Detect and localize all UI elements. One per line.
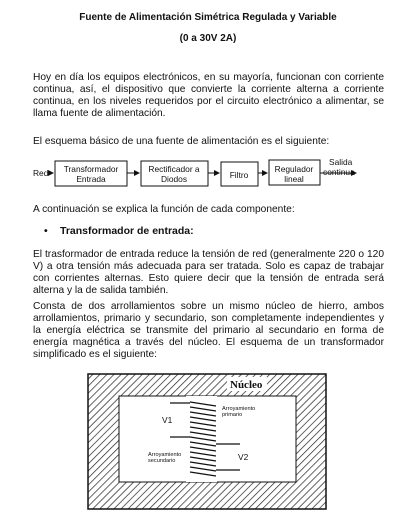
page-subtitle: (0 a 30V 2A) — [179, 33, 237, 44]
block-transformador-line1: Transformador — [63, 164, 119, 174]
bullet-dot: • — [44, 225, 48, 237]
core-label: Núcleo — [230, 379, 263, 391]
secondary-voltage-label: V2 — [238, 452, 249, 462]
primary-voltage-label: V1 — [162, 415, 173, 425]
block-transformador-line2: Entrada — [76, 174, 106, 184]
diagram-output-line1: Salida — [329, 157, 353, 167]
primary-winding-label-line1: Arroyamiento — [222, 406, 256, 412]
block-filtro-label: Filtro — [229, 170, 249, 180]
block-rectificador-line1: Rectificador a — [148, 164, 200, 174]
diagram-output-line2: continua — [323, 167, 355, 177]
paragraph-scheme-intro: El esquema básico de una fuente de alimentación es el siguiente: — [33, 136, 330, 147]
diagram-input-label: Red — [33, 168, 49, 178]
block-regulador-line1: Regulador — [274, 164, 314, 174]
secondary-winding-label-line2: secundario — [148, 458, 176, 464]
bullet-heading-text: Transformador de entrada: — [60, 225, 194, 237]
paragraph-transformer-construction: Consta de dos arrollamientos sobre un mismo núcleo de hierro, ambos arrollamientos, primario y secundario, son completamente independientes y la energía eléctrica se transmite del primario al secundario en forma de energía magnética a través del núcleo. El esquema de un transformador simplificado es el siguiente: — [33, 301, 384, 360]
secondary-winding-label-line1: Arroyamiento — [148, 452, 182, 458]
block-rectificador-line2: Diodos — [160, 174, 188, 184]
paragraph-intro: Hoy en día los equipos electrónicos, en su mayoría, funcionan con corriente continua, así, el dispositivo que convierte la corriente alterna a corriente continua, en los niveles requeridos por el circuito electrónico a alimentar, se llama fuente de alimentación. — [33, 72, 384, 119]
primary-winding-label-line2: primario — [222, 412, 243, 418]
page-title: Fuente de Alimentación Simétrica Regulada y Variable — [79, 12, 337, 23]
block-regulador-line2: lineal — [284, 174, 304, 184]
paragraph-components-intro: A continuación se explica la función de cada componente: — [33, 204, 295, 215]
paragraph-transformer-function: El trasformador de entrada reduce la tensión de red (generalmente 220 o 120 V) a otra tensión más adecuada para ser tratada. Solo es capaz de trabajar con corrientes alternas. Esto quiere decir que la tensión de entrada será alterna y la de salida también. — [33, 249, 384, 296]
